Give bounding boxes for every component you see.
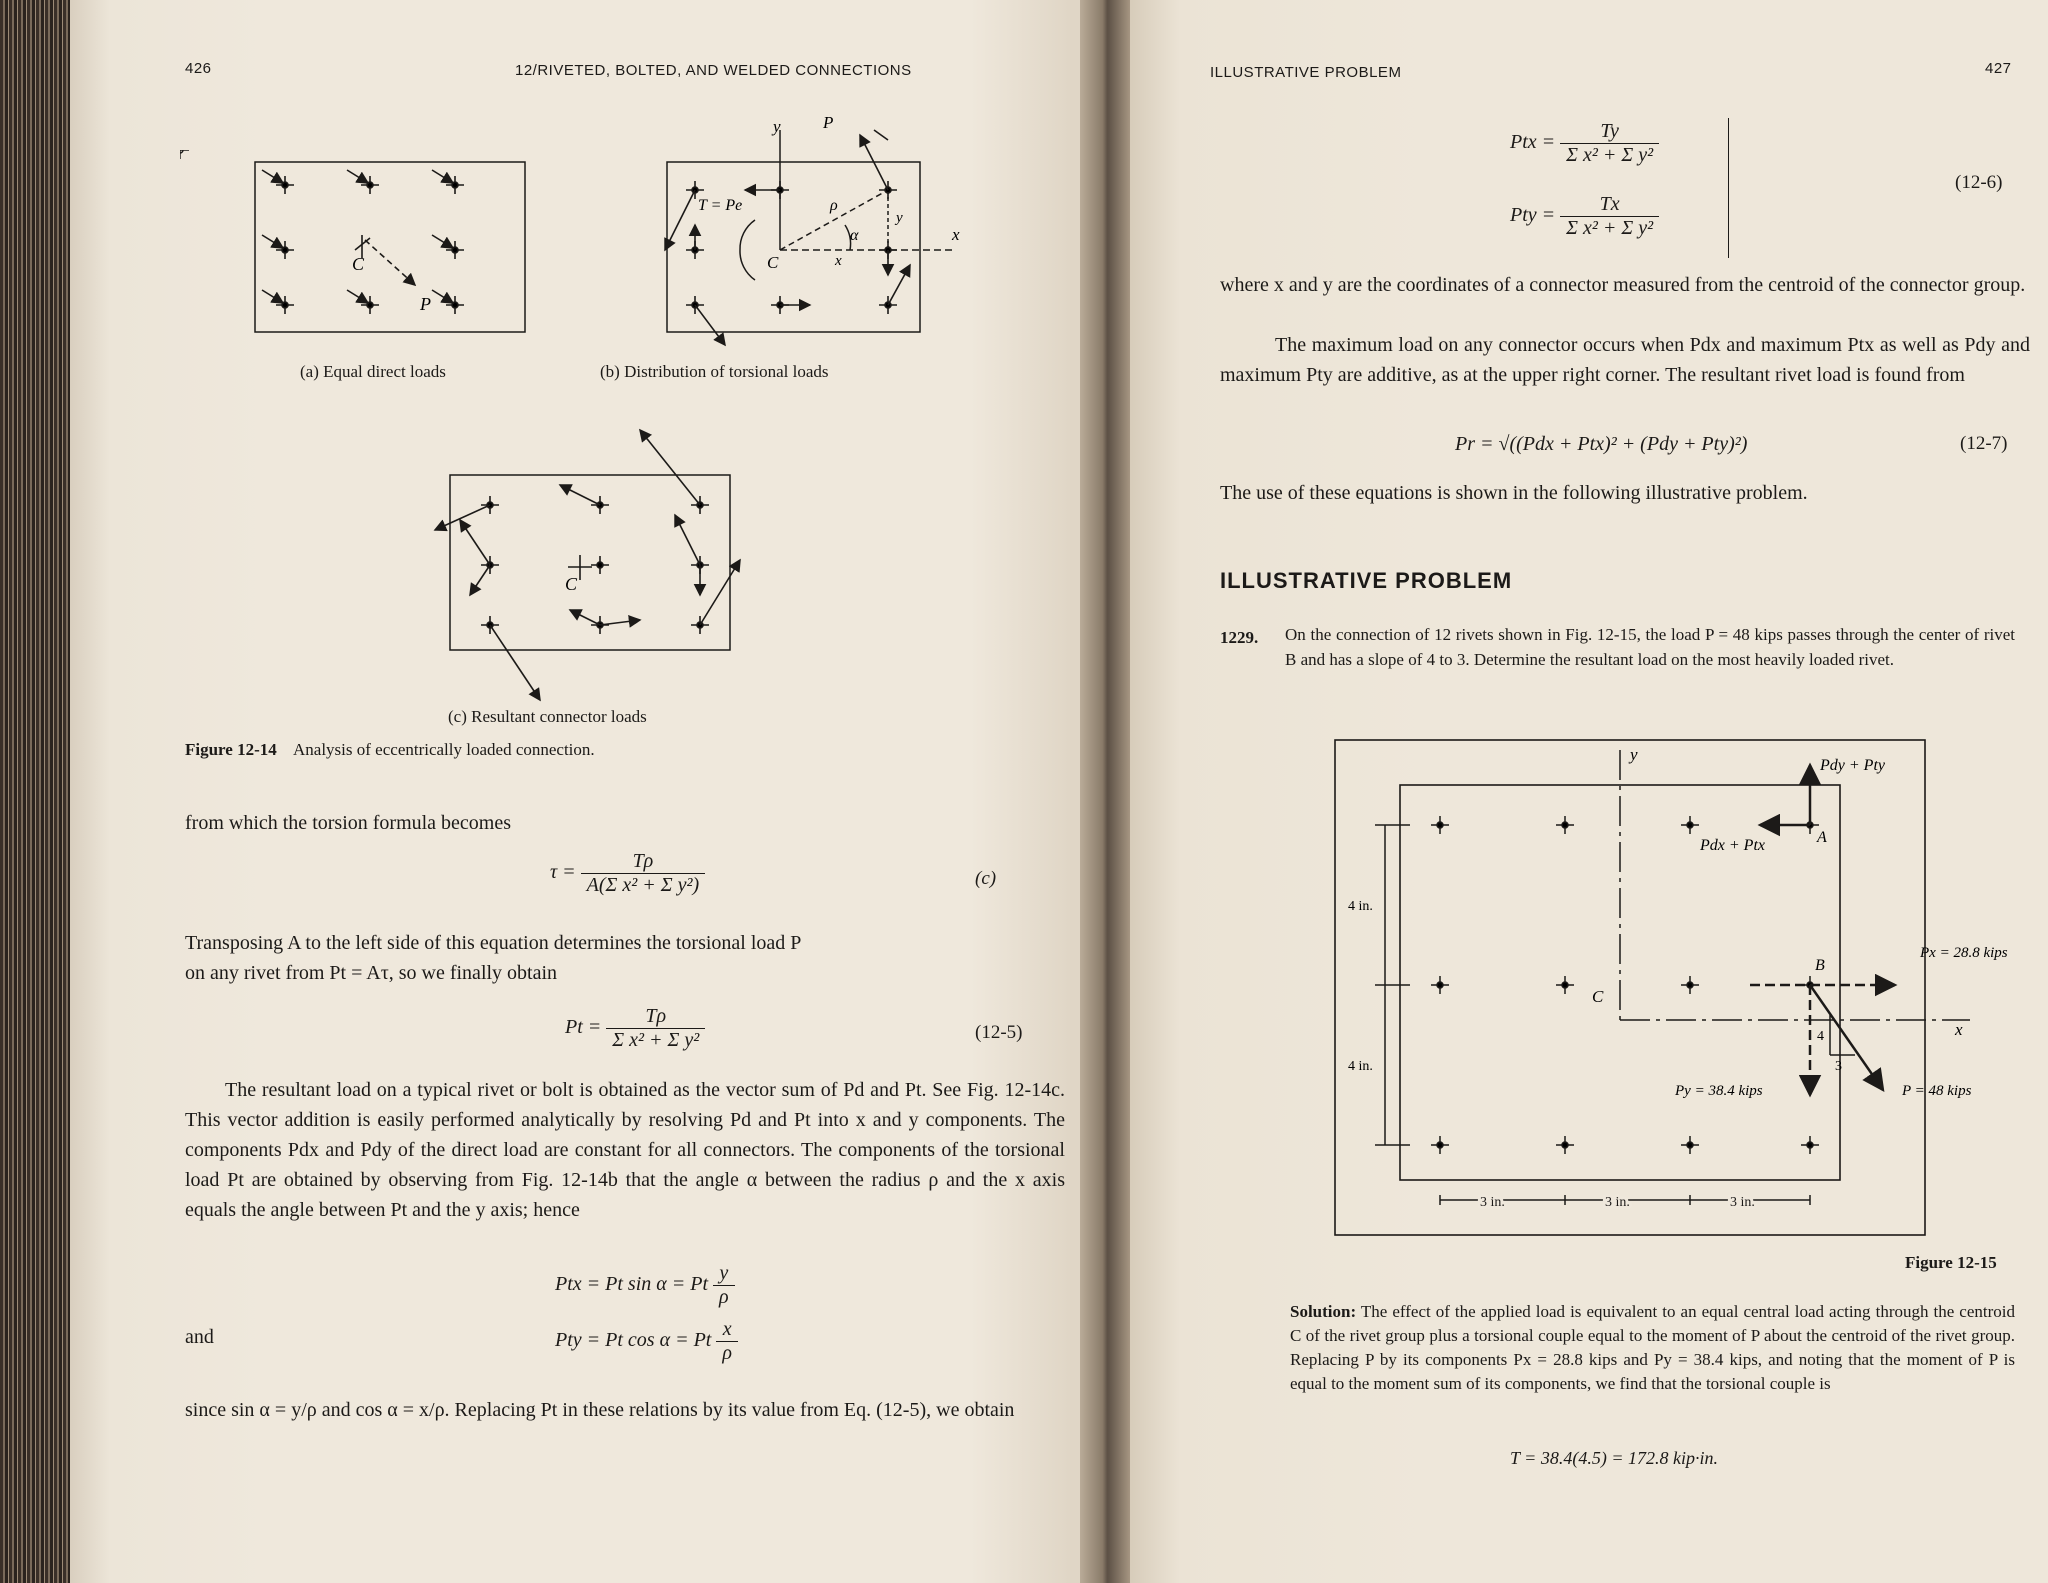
eq-126-brace: [1718, 118, 1729, 258]
eq-c-lhs: τ =: [550, 861, 576, 884]
fig-a-caption: (a) Equal direct loads: [300, 362, 446, 381]
figure-12-15: [1330, 730, 2030, 1240]
eq-126a-den: Σ x² + Σ y²: [1566, 144, 1654, 166]
eq-125-number: (12-5): [975, 1022, 1023, 1043]
eq-c-den: A(Σ x² + Σ y²): [586, 874, 700, 896]
fig-b-caption: (b) Distribution of torsional loads: [600, 362, 829, 381]
eq-127-number: (12-7): [1960, 433, 2008, 454]
fig-a-label-p: P: [420, 294, 431, 314]
fig15-label-x: x: [1955, 1020, 1963, 1039]
eq-ptx-den: ρ: [719, 1286, 729, 1308]
section-heading: ILLUSTRATIVE PROBLEM: [1220, 568, 1513, 593]
problem-text: On the connection of 12 rivets shown in Fig. 12-15, the load P = 48 kips passes through the center of rivet B and has a slope of 4 to 3. Determine the resultant load on the most heavily loaded rivet.: [1285, 625, 2015, 669]
fig15-slope-3: 3: [1835, 1059, 1842, 1074]
figure-12-15-label: Figure 12-15: [1905, 1253, 1997, 1272]
figure-12-14a: [180, 150, 550, 360]
book-spine-edge: [0, 0, 70, 1583]
eq-126a-lhs: Ptx =: [1510, 131, 1556, 154]
solution-text: The effect of the applied load is equivalent to an equal central load acting through the centroid C of the rivet group plus a torsional couple equal to the moment of P about the centroid of the rivet group. Replacing P by its components Px = 28.8 kips and Py = 38.4 kips, and noting that the moment of P is equal to the moment sum of its components, we find that the torsional couple is: [1290, 1302, 2015, 1393]
fig-b-label-xv: x: [835, 253, 842, 269]
fig15-px-label: Px = 28.8 kips: [1920, 945, 2008, 961]
right-para-3: The use of these equations is shown in the following illustrative problem.: [1220, 482, 1808, 504]
eq-c-num: Tρ: [581, 850, 706, 874]
fig-b-label-rho: ρ: [830, 197, 838, 214]
fig15-slope-4: 4: [1817, 1029, 1824, 1044]
eq-ptx-num: y: [713, 1262, 735, 1286]
and-word: and: [185, 1326, 214, 1348]
fig-b-label-alpha: α: [850, 227, 859, 244]
fig-b-label-yv: y: [896, 210, 903, 226]
eq-ptx-lhs: Ptx = Pt sin α = Pt: [555, 1273, 709, 1296]
eq-126-number: (12-6): [1955, 172, 2003, 193]
eq-pty-num: x: [716, 1318, 738, 1342]
fig15-dim-3c: 3 in.: [1730, 1195, 1755, 1210]
fig-c-caption: (c) Resultant connector loads: [448, 707, 647, 726]
eq-125-num: Tρ: [606, 1005, 705, 1029]
eq-126b-den: Σ x² + Σ y²: [1566, 217, 1654, 239]
figure-12-14c: [370, 420, 750, 710]
eq-126a-num: Ty: [1560, 120, 1659, 144]
equation-12-6a: [1510, 120, 1659, 167]
left-page: [70, 0, 1080, 1583]
fig-b-label-y: y: [773, 117, 781, 136]
fig15-label-c: C: [1592, 987, 1604, 1006]
figure-12-14-caption: Analysis of eccentrically loaded connection.: [293, 740, 595, 759]
book-gutter: [1080, 0, 1130, 1583]
equation-12-6b: [1510, 193, 1659, 240]
fig15-label-a: A: [1817, 829, 1827, 846]
eq-pty-den: ρ: [722, 1342, 732, 1364]
left-para-4: since sin α = y/ρ and cos α = x/ρ. Replacing Pt in these relations by its value from Eq. (12-5), we obtain: [185, 1399, 1015, 1421]
figure-12-14b: [630, 110, 1000, 370]
right-para-2: The maximum load on any connector occurs when Pdx and maximum Ptx as well as Pdy and maximum Pty are additive, as at the upper right corner. The resultant rivet load is found from: [1220, 334, 2030, 386]
fig15-py-label: Py = 38.4 kips: [1675, 1083, 1763, 1099]
eq-125-den: Σ x² + Σ y²: [612, 1029, 700, 1051]
fig15-dim-3b: 3 in.: [1605, 1195, 1630, 1210]
fig-b-label-t: T = Pe: [698, 197, 743, 214]
fig15-p-label: P = 48 kips: [1902, 1083, 1972, 1099]
eq-c-number: (c): [975, 868, 997, 889]
eq-125-lhs: Pt =: [565, 1016, 602, 1039]
fig15-dim-4b: 4 in.: [1348, 1059, 1373, 1074]
equation-ptx: [555, 1262, 735, 1309]
right-para-1: where x and y are the coordinates of a connector measured from the centroid of the connector group.: [1220, 274, 2026, 296]
eq-pty-lhs: Pty = Pt cos α = Pt: [555, 1329, 712, 1352]
equation-12-5: [565, 1005, 705, 1052]
page-number-right: 427: [1985, 60, 2012, 77]
left-para-2b: on any rivet from Pt = Aτ, so we finally obtain: [185, 962, 558, 984]
fig15-mid-load: Pdx + Ptx: [1700, 837, 1765, 854]
equation-c: [550, 850, 705, 897]
fig-a-label-c: C: [352, 254, 365, 274]
left-para-1: from which the torsion formula becomes: [185, 812, 512, 834]
fig15-label-b: B: [1815, 957, 1825, 974]
running-head-right: ILLUSTRATIVE PROBLEM: [1210, 64, 1402, 81]
right-page: [1130, 0, 2048, 1583]
equation-pty: [555, 1318, 738, 1365]
fig-c-label-c: C: [565, 574, 578, 594]
fig15-top-load: Pdy + Pty: [1820, 757, 1885, 774]
page-number-left: 426: [185, 60, 212, 77]
equation-12-7: Pr = √((Pdx + Ptx)² + (Pdy + Pty)²): [1455, 433, 1748, 455]
fig-b-label-pt: P: [823, 113, 834, 132]
fig15-label-y: y: [1630, 745, 1638, 764]
left-para-3: The resultant load on a typical rivet or bolt is obtained as the vector sum of Pd and Pt. See Fig. 12-14c. This vector addition is easily performed analytically by resolving Pd and Pt into x and y components. The components Pdx and Pdy of the direct load are constant for all connectors. The components of the torsional load Pt are obtained by observing from Fig. 12-14b that the angle α between the radius ρ and the x axis equals the angle between Pt and the y axis; hence: [185, 1079, 1065, 1221]
fig15-dim-4a: 4 in.: [1348, 899, 1373, 914]
eq-126b-num: Tx: [1560, 193, 1659, 217]
final-equation: T = 38.4(4.5) = 172.8 kip·in.: [1510, 1448, 1718, 1468]
fig-b-label-x: x: [952, 225, 960, 244]
fig15-dim-3a: 3 in.: [1480, 1195, 1505, 1210]
solution-label: Solution:: [1290, 1302, 1357, 1321]
running-head-left: 12/RIVETED, BOLTED, AND WELDED CONNECTIONS: [515, 62, 912, 79]
left-para-2: Transposing A to the left side of this equation determines the torsional load P: [185, 932, 802, 954]
figure-12-14-label: Figure 12-14: [185, 740, 277, 759]
eq-126b-lhs: Pty =: [1510, 204, 1556, 227]
fig-b-label-c: C: [767, 253, 779, 272]
problem-number: 1229.: [1220, 628, 1259, 647]
